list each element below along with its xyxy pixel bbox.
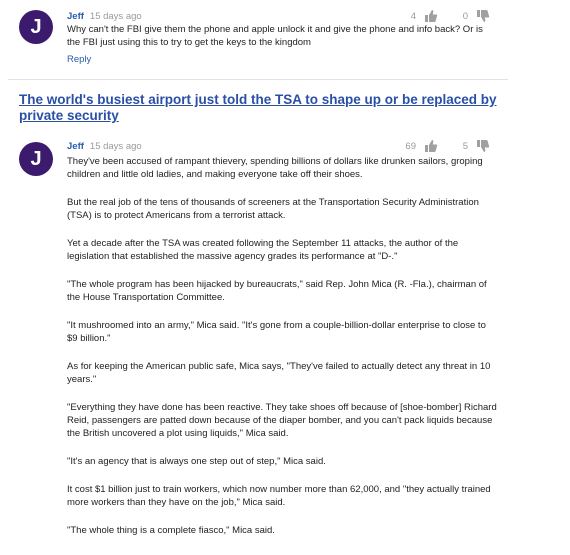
thumbs-down-icon[interactable] — [476, 139, 490, 153]
thumbs-up-icon[interactable] — [424, 9, 438, 23]
comment-paragraph: "Everything they have done has been reactive. They take shoes off because of [shoe-bomber] Richard Reid, passengers are patted down because of the diaper bomber, and you can't pack liquids because the British uncovered a plot using liquids," Mica said. — [67, 402, 497, 439]
avatar-letter: J — [30, 15, 42, 38]
comment-paragraph: It cost $1 billion just to train workers, which now number more than 62,000, and "they actually trained more workers than they have on the job," Mica said. — [67, 484, 491, 508]
comment-paragraph: Yet a decade after the TSA was created following the September 11 attacks, the author of the legislation that established the massive agency grades its performance at "D-." — [67, 238, 459, 262]
vote-controls — [394, 139, 490, 153]
comment-paragraph: But the real job of the tens of thousands of screeners at the Transportation Security Administration (TSA) is to protect Americans from a terrorist attack. — [67, 197, 479, 221]
comment-body — [67, 23, 497, 64]
comment-paragraph: Why can't the FBI give them the phone and apple unlock it and give the phone and info back? Or is the FBI just using this to try to get the keys to the kingdom — [67, 24, 483, 48]
comment-paragraph: "The whole thing is a complete fiasco," Mica said. — [67, 525, 275, 536]
comment-body — [67, 155, 497, 552]
comment-author[interactable]: Jeff — [67, 11, 84, 22]
article-title-link[interactable]: The world's busiest airport just told the TSA to shape up or be replaced by private security — [19, 92, 497, 123]
avatar[interactable] — [19, 10, 53, 44]
thumbs-up-icon[interactable] — [424, 139, 438, 153]
comment-paragraph: "The whole program has been hijacked by bureaucrats," said Rep. John Mica (R. -Fla.), chairman of the House Transportation Committee. — [67, 279, 487, 303]
comment-time: 15 days ago — [89, 141, 142, 152]
upvote-count: 4 — [410, 10, 416, 22]
divider — [8, 79, 508, 80]
comment-time: 15 days ago — [89, 11, 142, 22]
comment-paragraph: As for keeping the American public safe, Mica says, "They've failed to actually detect any threat in 10 years." — [67, 361, 491, 385]
upvote-count: 69 — [405, 140, 416, 152]
reply-link[interactable]: Reply — [67, 54, 92, 65]
vote-controls — [394, 9, 490, 23]
comment-1 — [0, 0, 510, 80]
downvote-count: 0 — [462, 10, 468, 22]
downvote-count: 5 — [462, 140, 468, 152]
comment-2 — [0, 130, 510, 555]
thumbs-down-icon[interactable] — [476, 9, 490, 23]
comment-meta — [67, 141, 142, 153]
comment-paragraph: "It's an agency that is always one step out of step," Mica said. — [67, 456, 326, 467]
avatar[interactable] — [19, 142, 53, 176]
avatar-letter: J — [30, 147, 42, 170]
comment-author[interactable]: Jeff — [67, 141, 84, 152]
comment-meta — [67, 11, 142, 23]
comment-paragraph: They've been accused of rampant thievery, spending billions of dollars like drunken sailors, groping children and little old ladies, and making everyone take off their shoes. — [67, 156, 483, 180]
comment-paragraph: "It mushroomed into an army," Mica said. "It's gone from a couple-billion-dollar enterprise to close to $9 billion." — [67, 320, 486, 344]
